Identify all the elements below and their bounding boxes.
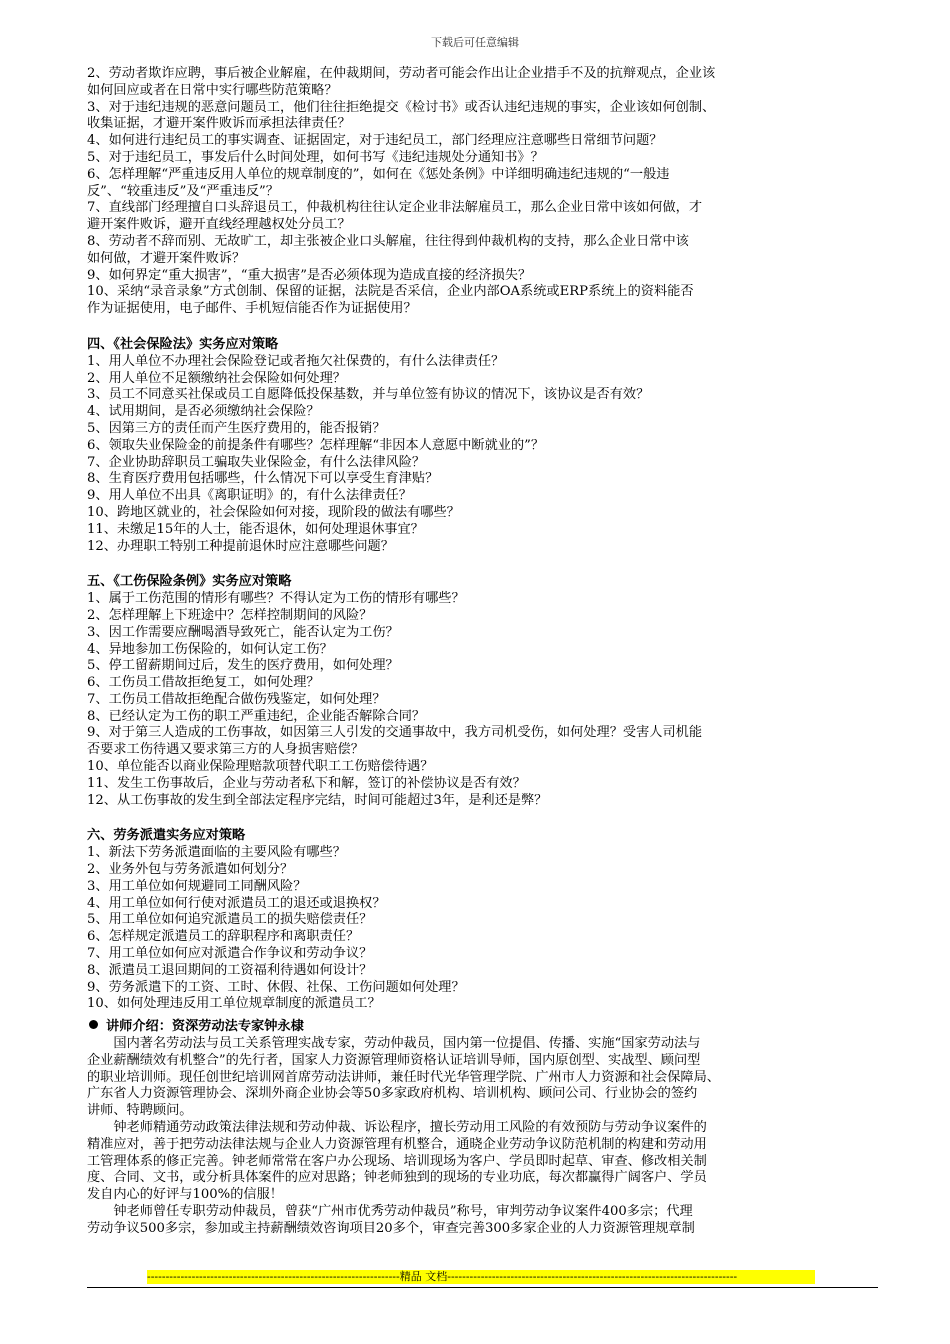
section xyxy=(87,574,877,809)
question-line: 7、企业协助辞职员工骗取失业保险金，有什么法律风险？ xyxy=(87,454,426,470)
bio-paragraph xyxy=(87,1204,877,1238)
question-line: 作为证据使用，电子邮件、手机短信能否作为证据使用？ xyxy=(87,301,417,317)
question-line: 8、派遣员工退回期间的工资福利待遇如何设计？ xyxy=(87,962,373,978)
question-line: 4、用工单位如何行使对派遣员工的退还或退换权？ xyxy=(87,895,386,911)
question-line: 7、工伤员工借故拒绝配合做伤残鉴定，如何处理？ xyxy=(87,691,386,707)
question-line: 12、办理职工特别工种提前退休时应注意哪些问题？ xyxy=(87,538,394,554)
question-line: 9、如何界定“重大损害”，“重大损害”是否必须体现为造成直接的经济损失？ xyxy=(87,267,532,283)
bio-line: 劳动争议500多宗，参加或主持薪酬绩效咨询项目20多个，审查完善300多家企业的人力资源管理规章制 xyxy=(87,1220,695,1236)
question-line: 2、用人单位不足额缴纳社会保险如何处理？ xyxy=(87,370,346,386)
question-line: 1、用人单位不办理社会保险登记或者拖欠社保费的，有什么法律责任？ xyxy=(87,353,505,369)
bio-paragraph xyxy=(87,1036,877,1120)
question-line: 6、工伤员工借故拒绝复工，如何处理？ xyxy=(87,675,320,691)
bio-line: 企业薪酬绩效有机整合”的先行者，国家人力资源管理师资格认证培训导师，国内原创型、实战型、顾问型 xyxy=(87,1052,701,1068)
question-line: 1、新法下劳务派遣面临的主要风险有哪些？ xyxy=(87,845,346,861)
bio-line: 精准应对，善于把劳动法律法规与企业人力资源管理有机整合，通晓企业劳动争议防范机制的构建和劳动用 xyxy=(87,1136,707,1152)
question-line: 3、用工单位如何规避同工同酬风险？ xyxy=(87,878,307,894)
lecturer-heading xyxy=(87,1019,877,1036)
question-line: 如何回应或者在日常中实行哪些防范策略？ xyxy=(87,82,338,98)
question-line: 5、因第三方的责任而产生医疗费用的，能否报销？ xyxy=(87,420,386,436)
question-line: 2、业务外包与劳务派遣如何划分？ xyxy=(87,862,294,878)
bio-line: 工管理体系的修正完善。钟老师常常在客户办公现场、培训现场为客户、学员即时起草、审查、修改相关制 xyxy=(87,1153,707,1169)
section xyxy=(87,337,877,555)
section-title: 六、劳务派遣实务应对策略 xyxy=(87,828,246,844)
question-line: 反”、“较重违反”及“严重违反”？ xyxy=(87,183,279,199)
question-line: 4、如何进行违纪员工的事实调查、证据固定，对于违纪员工，部门经理应注意哪些日常细节问题？ xyxy=(87,133,663,149)
page-header: 下载后可任意编辑 xyxy=(431,36,519,49)
question-line: 6、怎样理解“严重违反用人单位的规章制度的”，如何在《惩处条例》中详细明确违纪违规的“一般违 xyxy=(87,166,670,182)
question-line: 9、劳务派遣下的工资、工时、休假、社保、工伤问题如何处理？ xyxy=(87,979,465,995)
question-line: 11、未缴足15年的人士，能否退休，如何处理退休事宜？ xyxy=(87,521,424,537)
question-line: 10、采纳“录音录象”方式创制、保留的证据，法院是否采信，企业内部OA系统或ERP系统上的资料能否 xyxy=(87,284,694,300)
bullet-icon xyxy=(89,1020,98,1029)
question-line: 3、对于违纪违规的恶意问题员工，他们往往拒绝提交《检讨书》或否认违纪违规的事实，企业该如何创制、 xyxy=(87,99,716,115)
footer-banner: --------------------------------------------------------------------精品 文档------------------------------------------------------------------------------ xyxy=(147,1270,815,1284)
bio-line: 的职业培训师。现任创世纪培训网首席劳动法讲师，兼任时代光华管理学院、广州市人力资源和社会保障局、 xyxy=(87,1069,720,1085)
question-line: 8、劳动者不辞而别、无故旷工，却主张被企业口头解雇，往往得到仲裁机构的支持，那么企业日常中该 xyxy=(87,233,689,249)
question-line: 4、异地参加工伤保险的，如何认定工伤？ xyxy=(87,641,333,657)
question-line: 2、劳动者欺诈应聘，事后被企业解雇，在仲裁期间，劳动者可能会作出让企业措手不及的抗辩观点，企业该 xyxy=(87,66,716,81)
bio-line: 讲师、特聘顾问。 xyxy=(87,1103,193,1119)
question-sections xyxy=(87,337,877,1013)
question-line: 3、因工作需要应酬喝酒导致死亡，能否认定为工伤？ xyxy=(87,624,399,640)
question-line: 如何做，才避开案件败诉？ xyxy=(87,250,246,266)
question-line: 10、跨地区就业的，社会保险如何对接，现阶段的做法有哪些？ xyxy=(87,504,460,520)
question-line: 5、停工留薪期间过后，发生的医疗费用，如何处理？ xyxy=(87,658,399,674)
question-line: 5、用工单位如何追究派遣员工的损失赔偿责任？ xyxy=(87,912,373,928)
bio-line: 广东省人力资源管理协会、深圳外商企业协会等50多家政府机构、培训机构、顾问公司、行业协会的签约 xyxy=(87,1086,698,1102)
bio-line: 国内著名劳动法与员工关系管理实战专家，劳动仲裁员，国内第一位提倡、传播、实施“国家劳动法与 xyxy=(113,1036,701,1052)
question-line: 5、对于违纪员工，事发后什么时间处理，如何书写《违纪违规处分通知书》？ xyxy=(87,149,544,165)
section xyxy=(87,828,877,1013)
question-line: 3、员工不同意买社保或员工自愿降低投保基数，并与单位签有协议的情况下，该协议是否有效？ xyxy=(87,387,650,403)
question-line: 避开案件败诉，避开直线经理越权处分员工？ xyxy=(87,217,351,233)
question-line: 6、怎样规定派遣员工的辞职程序和离职责任？ xyxy=(87,929,360,945)
question-line: 9、用人单位不出具《离职证明》的，有什么法律责任？ xyxy=(87,488,412,504)
section-title: 四、《社会保险法》实务应对策略 xyxy=(87,336,279,352)
question-line: 1、属于工伤范围的情形有哪些？不得认定为工伤的情形有哪些？ xyxy=(87,591,465,607)
question-line: 12、从工伤事故的发生到全部法定程序完结，时间可能超过3年，是利还是弊？ xyxy=(87,792,548,808)
question-line: 8、已经认定为工伤的职工严重违纪，企业能否解除合同？ xyxy=(87,708,426,724)
question-line: 8、生育医疗费用包括哪些，什么情况下可以享受生育津贴？ xyxy=(87,471,439,487)
question-line: 否要求工伤待遇又要求第三方的人身损害赔偿？ xyxy=(87,742,364,758)
question-line: 6、领取失业保险金的前提条件有哪些？怎样理解“非因本人意愿中断就业的”？ xyxy=(87,437,545,453)
lecturer-bio xyxy=(87,1036,877,1238)
document-body xyxy=(87,66,877,1238)
question-line: 9、对于第三人造成的工伤事故，如因第三人引发的交通事故中，我方司机受伤，如何处理？受害人司机能 xyxy=(87,725,703,741)
question-line: 收集证据，才避开案件败诉而承担法律责任？ xyxy=(87,116,351,132)
question-line: 4、试用期间，是否必须缴纳社会保险？ xyxy=(87,404,320,420)
bio-line: 钟老师精通劳动政策法律法规和劳动仲裁、诉讼程序，擅长劳动用工风险的有效预防与劳动争议案件的 xyxy=(113,1120,707,1136)
bio-paragraph xyxy=(87,1120,877,1204)
bio-line: 度、合同、文书，或分析具体案件的应对思路；钟老师独到的现场的专业功底，每次都赢得广阔客户、学员 xyxy=(87,1170,707,1186)
section-title: 五、《工伤保险条例》实务应对策略 xyxy=(87,574,292,590)
lecturer-title: 讲师介绍：资深劳动法专家钟永棣 xyxy=(106,1019,304,1035)
bio-line: 发自内心的好评与100%的信服！ xyxy=(87,1187,283,1203)
footer-divider xyxy=(87,1287,878,1288)
bio-line: 钟老师曾任专职劳动仲裁员，曾获“广州市优秀劳动仲裁员”称号，审判劳动争议案件400多宗；代理 xyxy=(113,1204,693,1219)
question-line: 7、用工单位如何应对派遣合作争议和劳动争议？ xyxy=(87,946,373,962)
question-line: 10、如何处理违反用工单位规章制度的派遣员工？ xyxy=(87,996,381,1012)
question-line: 7、直线部门经理擅自口头辞退员工，仲裁机构往往认定企业非法解雇员工，那么企业日常中该如何做，才 xyxy=(87,200,703,216)
question-line: 10、单位能否以商业保险理赔款项替代职工工伤赔偿待遇？ xyxy=(87,759,434,775)
intro-questions xyxy=(87,66,877,318)
question-line: 11、发生工伤事故后，企业与劳动者私下和解，签订的补偿协议是否有效？ xyxy=(87,775,526,791)
question-line: 2、怎样理解上下班途中？怎样控制期间的风险？ xyxy=(87,607,373,623)
